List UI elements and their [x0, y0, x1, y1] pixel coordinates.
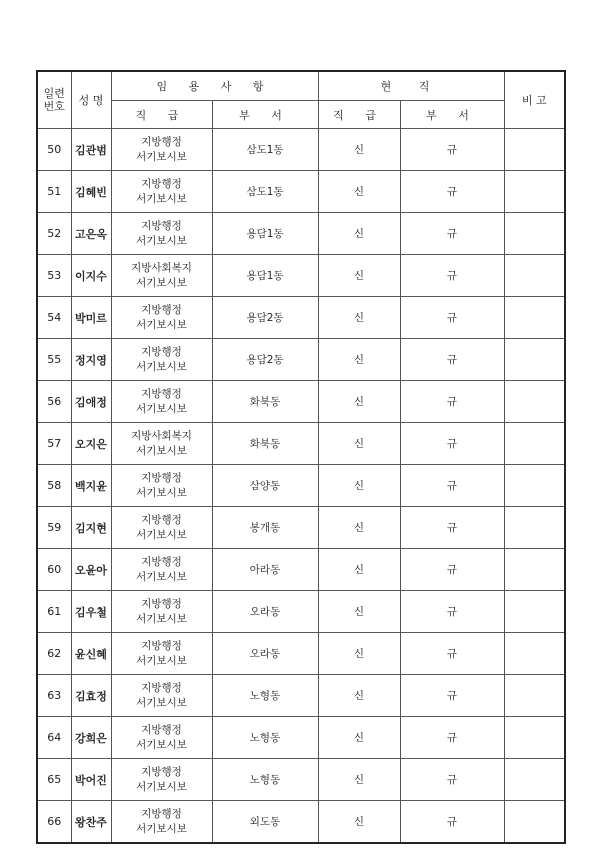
current-rank-cell: 신 — [318, 759, 400, 801]
current-dept-cell: 규 — [400, 465, 504, 507]
remarks-cell — [504, 507, 565, 549]
name-cell: 김효정 — [71, 675, 111, 717]
remarks-cell — [504, 633, 565, 675]
current-rank-cell: 신 — [318, 675, 400, 717]
serial-number-cell: 61 — [37, 591, 71, 633]
appointment-rank-cell — [111, 423, 212, 465]
table-row — [37, 381, 565, 423]
current-rank-cell: 신 — [318, 549, 400, 591]
appointment-dept-cell: 삼양동 — [212, 465, 318, 507]
current-rank-cell: 신 — [318, 717, 400, 759]
name-cell: 백지윤 — [71, 465, 111, 507]
appointment-rank-cell — [111, 507, 212, 549]
serial-number-cell: 51 — [37, 171, 71, 213]
serial-header-line1: 일련 — [43, 87, 65, 100]
remarks-cell — [504, 129, 565, 171]
current-rank-cell: 신 — [318, 465, 400, 507]
current-rank-cell: 신 — [318, 423, 400, 465]
table-body — [37, 129, 565, 844]
rank-line-2: 서기보시보 — [136, 654, 187, 667]
table-row — [37, 591, 565, 633]
rank-line-2: 서기보시보 — [136, 150, 187, 163]
appointment-rank-cell — [111, 633, 212, 675]
rank-line-1: 지방행정 — [141, 135, 182, 148]
remarks-cell — [504, 339, 565, 381]
rank-line-2: 서기보시보 — [136, 486, 187, 499]
serial-number-cell: 63 — [37, 675, 71, 717]
table-row — [37, 339, 565, 381]
rank-line-2: 서기보시보 — [136, 234, 187, 247]
table-row — [37, 129, 565, 171]
current-rank-cell: 신 — [318, 633, 400, 675]
remarks-cell — [504, 465, 565, 507]
serial-number-cell: 57 — [37, 423, 71, 465]
current-dept-cell: 규 — [400, 213, 504, 255]
name-cell: 오윤아 — [71, 549, 111, 591]
remarks-cell — [504, 171, 565, 213]
appointment-rank-cell — [111, 801, 212, 844]
table-row — [37, 633, 565, 675]
remarks-cell — [504, 717, 565, 759]
name-cell: 박미르 — [71, 297, 111, 339]
serial-number-cell: 60 — [37, 549, 71, 591]
current-rank-cell: 신 — [318, 339, 400, 381]
table-row — [37, 255, 565, 297]
rank-line-2: 서기보시보 — [136, 402, 187, 415]
name-cell: 박어진 — [71, 759, 111, 801]
current-dept-cell: 규 — [400, 801, 504, 844]
rank-line-1: 지방사회복지 — [131, 429, 192, 442]
rank-line-1: 지방행정 — [141, 597, 182, 610]
table-row — [37, 717, 565, 759]
remarks-cell — [504, 759, 565, 801]
serial-number-cell: 50 — [37, 129, 71, 171]
serial-header-line2: 번호 — [43, 100, 65, 113]
current-dept-cell: 규 — [400, 675, 504, 717]
table-row — [37, 213, 565, 255]
current-dept-cell: 규 — [400, 591, 504, 633]
table-row — [37, 759, 565, 801]
rank-line-2: 서기보시보 — [136, 570, 187, 583]
rank-line-1: 지방행정 — [141, 303, 182, 316]
appointment-rank-cell — [111, 465, 212, 507]
name-cell: 오지은 — [71, 423, 111, 465]
current-dept-cell: 규 — [400, 297, 504, 339]
current-dept-cell: 규 — [400, 507, 504, 549]
serial-number-cell: 55 — [37, 339, 71, 381]
header-row-1 — [37, 71, 565, 101]
appointment-dept-cell: 용담1동 — [212, 213, 318, 255]
serial-number-cell: 59 — [37, 507, 71, 549]
appointment-dept-cell: 오라동 — [212, 591, 318, 633]
rank-line-2: 서기보시보 — [136, 192, 187, 205]
rank-line-1: 지방행정 — [141, 387, 182, 400]
current-rank-cell: 신 — [318, 213, 400, 255]
current-dept-cell: 규 — [400, 381, 504, 423]
rank-line-2: 서기보시보 — [136, 612, 187, 625]
remarks-cell — [504, 255, 565, 297]
header-row-2 — [37, 101, 565, 129]
name-cell: 이지수 — [71, 255, 111, 297]
rank-line-2: 서기보시보 — [136, 738, 187, 751]
rank-line-2: 서기보시보 — [136, 444, 187, 457]
current-rank-cell: 신 — [318, 255, 400, 297]
rank-line-1: 지방행정 — [141, 723, 182, 736]
serial-number-cell: 64 — [37, 717, 71, 759]
rank-line-1: 지방행정 — [141, 177, 182, 190]
rank-line-2: 서기보시보 — [136, 822, 187, 835]
remarks-cell — [504, 591, 565, 633]
rank-line-2: 서기보시보 — [136, 696, 187, 709]
appointment-rank-cell — [111, 129, 212, 171]
current-rank-cell: 신 — [318, 129, 400, 171]
table-row — [37, 801, 565, 844]
appointment-table-sheet — [36, 70, 564, 844]
rank-line-1: 지방행정 — [141, 345, 182, 358]
appointment-dept-cell: 외도동 — [212, 801, 318, 844]
serial-number-cell: 54 — [37, 297, 71, 339]
current-rank-cell: 신 — [318, 591, 400, 633]
appointment-rank-cell — [111, 549, 212, 591]
remarks-cell — [504, 801, 565, 844]
appointment-dept-header: 부 서 — [212, 101, 318, 129]
name-cell: 김애정 — [71, 381, 111, 423]
current-rank-cell: 신 — [318, 171, 400, 213]
current-dept-header: 부 서 — [400, 101, 504, 129]
name-cell: 정지영 — [71, 339, 111, 381]
table-row — [37, 423, 565, 465]
rank-line-1: 지방행정 — [141, 513, 182, 526]
table-row — [37, 465, 565, 507]
name-cell: 강희은 — [71, 717, 111, 759]
remarks-cell — [504, 213, 565, 255]
serial-number-header — [37, 71, 71, 129]
current-dept-cell: 규 — [400, 759, 504, 801]
appointment-dept-cell: 노형동 — [212, 717, 318, 759]
appointment-header: 임 용 사 항 — [111, 71, 318, 101]
appointment-rank-cell — [111, 759, 212, 801]
current-position-header: 현 직 — [318, 71, 504, 101]
appointment-rank-cell — [111, 297, 212, 339]
appointment-rank-cell — [111, 339, 212, 381]
appointment-dept-cell: 아라동 — [212, 549, 318, 591]
rank-line-1: 지방행정 — [141, 765, 182, 778]
name-cell: 윤신혜 — [71, 633, 111, 675]
rank-line-1: 지방행정 — [141, 219, 182, 232]
current-dept-cell: 규 — [400, 549, 504, 591]
appointment-dept-cell: 용담1동 — [212, 255, 318, 297]
table-row — [37, 675, 565, 717]
appointment-rank-cell — [111, 255, 212, 297]
remarks-cell — [504, 381, 565, 423]
current-rank-cell: 신 — [318, 381, 400, 423]
appointment-rank-cell — [111, 717, 212, 759]
current-rank-cell: 신 — [318, 297, 400, 339]
current-dept-cell: 규 — [400, 633, 504, 675]
current-rank-cell: 신 — [318, 507, 400, 549]
remarks-cell — [504, 549, 565, 591]
current-rank-header: 직 급 — [318, 101, 400, 129]
appointment-dept-cell: 삼도1동 — [212, 171, 318, 213]
appointment-rank-cell — [111, 171, 212, 213]
name-cell: 김우철 — [71, 591, 111, 633]
serial-number-cell: 58 — [37, 465, 71, 507]
current-dept-cell: 규 — [400, 255, 504, 297]
rank-line-1: 지방행정 — [141, 681, 182, 694]
serial-number-cell: 56 — [37, 381, 71, 423]
appointment-rank-cell — [111, 591, 212, 633]
rank-line-1: 지방행정 — [141, 471, 182, 484]
rank-line-1: 지방행정 — [141, 639, 182, 652]
serial-number-cell: 52 — [37, 213, 71, 255]
current-dept-cell: 규 — [400, 339, 504, 381]
remarks-cell — [504, 423, 565, 465]
appointment-dept-cell: 용담2동 — [212, 297, 318, 339]
serial-number-cell: 65 — [37, 759, 71, 801]
appointment-dept-cell: 봉개동 — [212, 507, 318, 549]
rank-line-1: 지방사회복지 — [131, 261, 192, 274]
appointment-rank-cell — [111, 213, 212, 255]
rank-line-2: 서기보시보 — [136, 276, 187, 289]
rank-line-1: 지방행정 — [141, 807, 182, 820]
rank-line-2: 서기보시보 — [136, 318, 187, 331]
appointment-dept-cell: 노형동 — [212, 675, 318, 717]
appointment-dept-cell: 오라동 — [212, 633, 318, 675]
current-dept-cell: 규 — [400, 129, 504, 171]
appointment-dept-cell: 노형동 — [212, 759, 318, 801]
serial-number-cell: 66 — [37, 801, 71, 844]
table-row — [37, 507, 565, 549]
rank-line-2: 서기보시보 — [136, 360, 187, 373]
name-cell: 고은옥 — [71, 213, 111, 255]
appointment-rank-header: 직 급 — [111, 101, 212, 129]
rank-line-2: 서기보시보 — [136, 780, 187, 793]
name-header: 성 명 — [71, 71, 111, 129]
serial-number-cell: 62 — [37, 633, 71, 675]
appointment-dept-cell: 용담2동 — [212, 339, 318, 381]
remarks-cell — [504, 297, 565, 339]
appointment-dept-cell: 화북동 — [212, 423, 318, 465]
appointment-rank-cell — [111, 381, 212, 423]
name-cell: 왕찬주 — [71, 801, 111, 844]
current-dept-cell: 규 — [400, 717, 504, 759]
current-dept-cell: 규 — [400, 171, 504, 213]
current-rank-cell: 신 — [318, 801, 400, 844]
rank-line-1: 지방행정 — [141, 555, 182, 568]
table-row — [37, 297, 565, 339]
current-dept-cell: 규 — [400, 423, 504, 465]
rank-line-2: 서기보시보 — [136, 528, 187, 541]
remarks-header: 비 고 — [504, 71, 565, 129]
appointment-rank-cell — [111, 675, 212, 717]
table-row — [37, 171, 565, 213]
name-cell: 김관범 — [71, 129, 111, 171]
table-row — [37, 549, 565, 591]
name-cell: 김혜빈 — [71, 171, 111, 213]
name-cell: 김지현 — [71, 507, 111, 549]
remarks-cell — [504, 675, 565, 717]
appointment-table — [36, 70, 566, 844]
serial-number-cell: 53 — [37, 255, 71, 297]
appointment-dept-cell: 화북동 — [212, 381, 318, 423]
appointment-dept-cell: 삼도1동 — [212, 129, 318, 171]
